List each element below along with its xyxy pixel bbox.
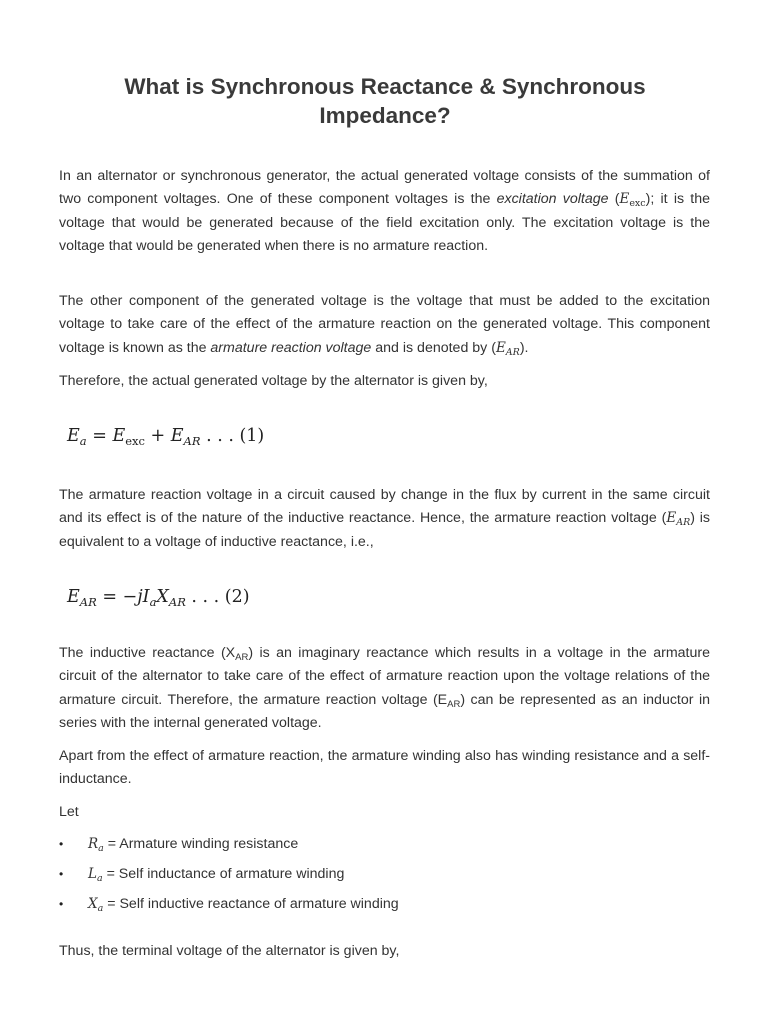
term-excitation-voltage: excitation voltage: [496, 191, 609, 208]
bullet-icon: •: [59, 897, 64, 911]
math-e-ar: $E_{AR}$: [666, 510, 691, 529]
page-title: What is Synchronous Reactance & Synchronous Impedance?: [124, 74, 646, 128]
list-item-la: • $L_a$ = Self inductance of armature winding: [59, 863, 710, 893]
paragraph-therefore: Therefore, the actual generated voltage by the alternator is given by,: [59, 373, 488, 389]
list-item-ra: • $R_a$ = Armature winding resistance: [59, 833, 710, 863]
paragraph-let: Let: [59, 804, 79, 820]
paragraph-excitation-voltage: In an alternator or synchronous generator, the actual generated voltage consists of the summation of two component voltages. One of these component voltages is the excitation voltage $(E_{exc})$; it is the voltage that would be generated because of the field excitation only. The excitation voltage is the voltage that would be generated when there is no armature reaction.: [59, 168, 711, 255]
paragraph-armature-reaction-voltage: The other component of the generated voltage is the voltage that must be added to the excitation voltage to take care of the effect of the armature reaction on the generated voltage. This component voltage is known as the armature reaction voltage and is denoted by $(E_{AR})$.: [59, 293, 710, 358]
paragraph-inductive-reactance: The inductive reactance $(X_{AR})$ is an imaginary reactance which results in a voltage in the armature circuit of the alternator to take care of the effect of armature reaction upon the voltage relations of the armature circuit. Therefore, the armature reaction voltage $(E_{AR})$ can be represented as an inductor in series with the internal generated voltage.: [59, 645, 710, 732]
math-e-ar: $E_{AR}$: [495, 339, 520, 358]
equation-2: $E_{AR} = -jI_aX_{AR}$ . . . (2): [67, 587, 250, 609]
list-item-xa: • $X_a$ = Self inductive reactance of armature winding: [59, 893, 710, 923]
math-e-exc: $E_{exc}$: [619, 191, 646, 210]
paragraph-terminal-voltage: Thus, the terminal voltage of the alternator is given by,: [59, 943, 400, 959]
equation-1: $E_a = E_{exc} + E_{AR}$ . . . (1): [67, 426, 265, 448]
paragraph-winding-resistance: Apart from the effect of armature reaction, the armature winding also has winding resistance and a self-inductance.: [59, 748, 710, 788]
term-armature-reaction-voltage: armature reaction voltage: [210, 339, 372, 356]
paragraph-inductive-nature: The armature reaction voltage in a circuit caused by change in the flux by current in the same circuit and its effect is of the nature of the inductive reactance. Hence, the armature reaction voltage $(E_{AR})$ is equivalent to a voltage of inductive reactance, i.e.,: [59, 487, 710, 550]
bullet-icon: •: [59, 867, 64, 881]
definitions-list: [59, 833, 710, 923]
bullet-icon: •: [59, 837, 64, 851]
